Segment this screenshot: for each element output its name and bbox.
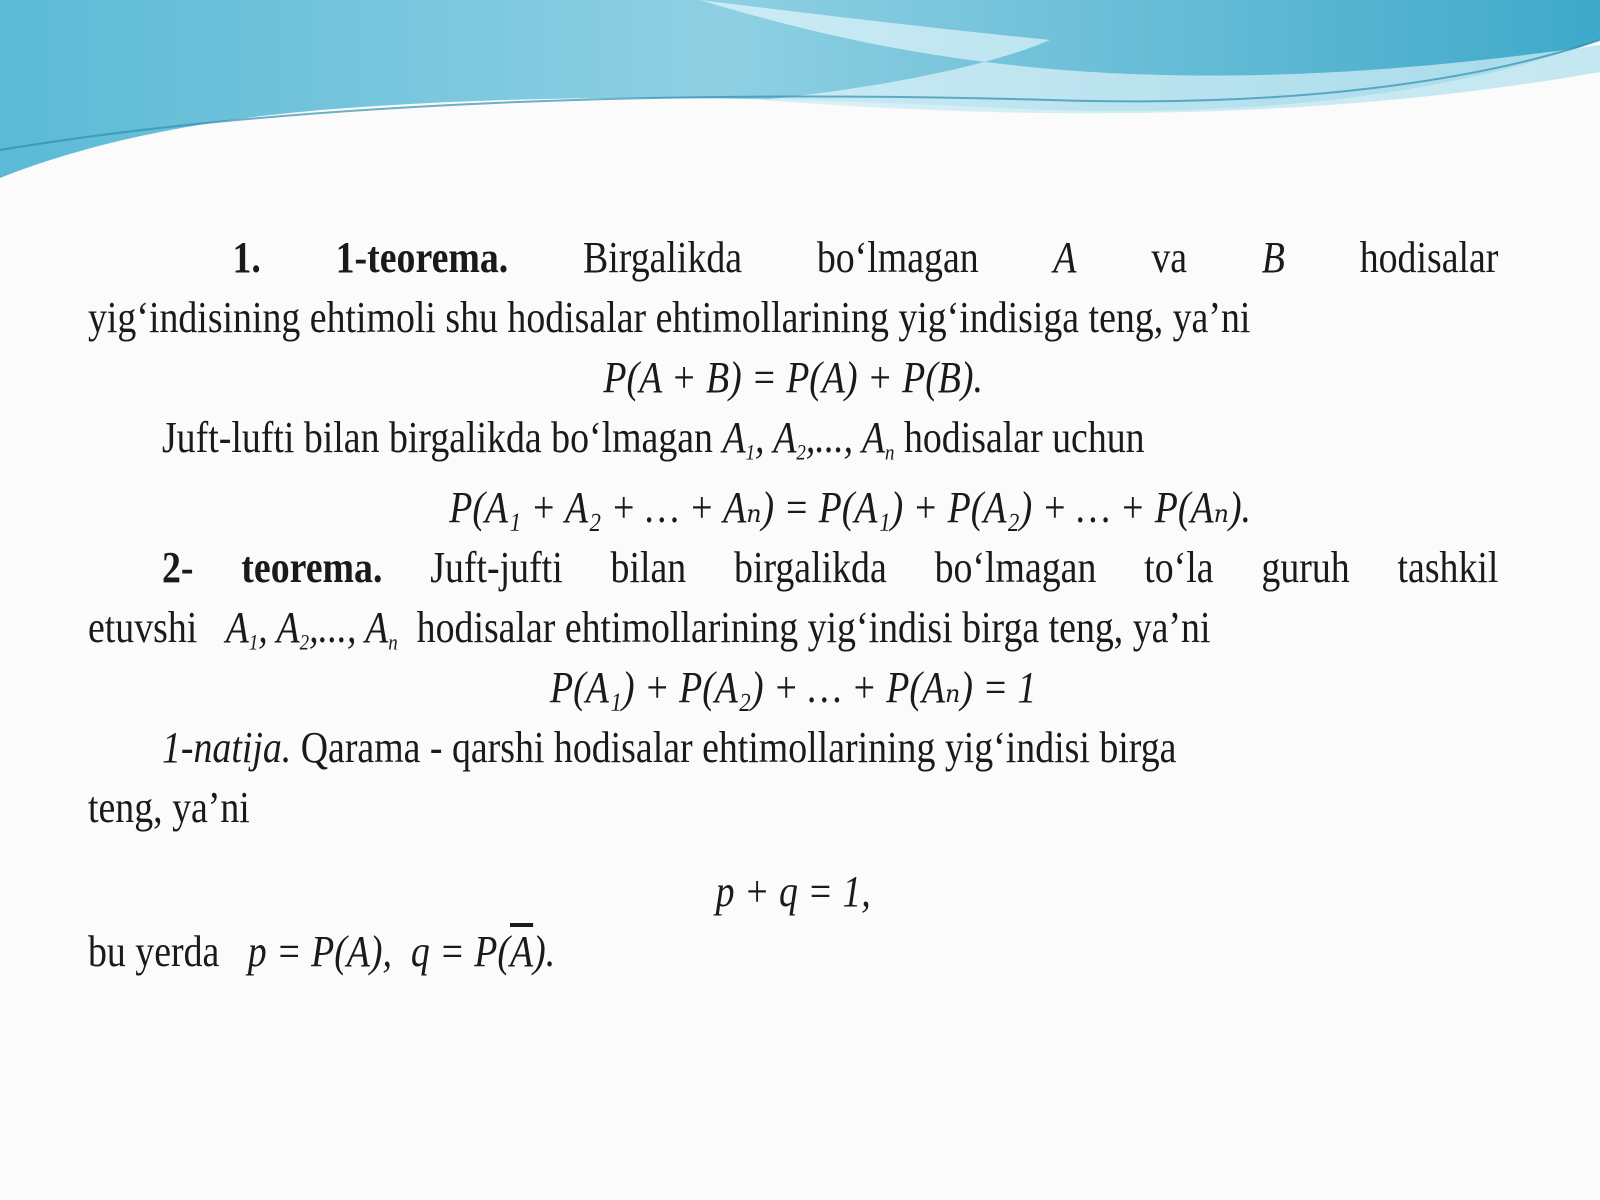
- where-text: bu yerda: [88, 927, 220, 976]
- where-line: [88, 922, 1498, 982]
- corollary1-line1: [88, 718, 1498, 778]
- pairwise-events: $A_1$, $A_2$,..., $A_n$: [722, 413, 895, 465]
- var-b: B: [1261, 233, 1285, 282]
- theorem1-line1-end: hodisalar: [1359, 233, 1499, 282]
- theorem1-formula: P(A + B) = P(A) + P(B).: [603, 353, 983, 402]
- pairwise-line: [88, 408, 1498, 468]
- pairwise-formula: [88, 478, 1498, 538]
- where-formula-q: [411, 927, 555, 976]
- var-a: A: [1053, 233, 1077, 282]
- pairwise-formula-rhs: = P(A₁) + P(A₂) + … + P(Aₙ).: [783, 483, 1252, 532]
- corollary1-text: Qarama - qarshi hodisalar ehtimollarining yig‘indisi birga: [300, 723, 1177, 772]
- pairwise-text-before: Juft-lufti bilan birgalikda bo‘lmagan: [161, 413, 713, 462]
- theorem2-line2: [88, 598, 1498, 658]
- theorem1-text: Birgalikda bo‘lmagan: [583, 233, 979, 282]
- theorem2-events: $A_1$, $A_2$,..., $A_n$: [225, 603, 398, 655]
- formula-q-end: ).: [533, 927, 556, 976]
- theorem2-line2-end: hodisalar ehtimollarining yig‘indisi birga teng, ya’ni: [416, 603, 1211, 652]
- theorem2-text: Juft-jufti bilan birgalikda bo‘lmagan to‘la guruh tashkil: [430, 543, 1499, 592]
- theorem1-line2: yig‘indisining ehtimoli shu hodisalar ehtimollarining yig‘indisiga teng, ya’ni: [88, 293, 1251, 342]
- theorem2-line1: [88, 538, 1498, 598]
- pairwise-formula-lhs: P(A₁ + A₂ + … + Aₙ): [449, 483, 775, 532]
- formula-q-start: q = P(: [410, 927, 511, 976]
- theorem1-number: 1.: [232, 233, 261, 282]
- pairwise-text-after: hodisalar uchun: [903, 413, 1145, 462]
- header-wave-decoration: [0, 0, 1600, 200]
- theorem2-formula: P(A₁) + P(A₂) + … + P(Aₙ) = 1: [550, 663, 1037, 712]
- theorem1-line1: [88, 228, 1498, 288]
- where-formula-p: p = P(A),: [247, 927, 392, 976]
- formula-q-bar: $\overline{A}$: [510, 927, 534, 976]
- slide-body: [88, 228, 1499, 982]
- theorem1-label: 1-teorema.: [335, 233, 509, 282]
- theorem2-line2-start: etuvshi: [88, 603, 198, 652]
- corollary1-line2: teng, ya’ni: [88, 783, 250, 832]
- corollary1-formula: p + q = 1,: [715, 867, 871, 916]
- corollary1-label: 1-natija.: [161, 723, 292, 772]
- conj-va: va: [1151, 233, 1188, 282]
- theorem2-label: 2- teorema.: [161, 543, 383, 592]
